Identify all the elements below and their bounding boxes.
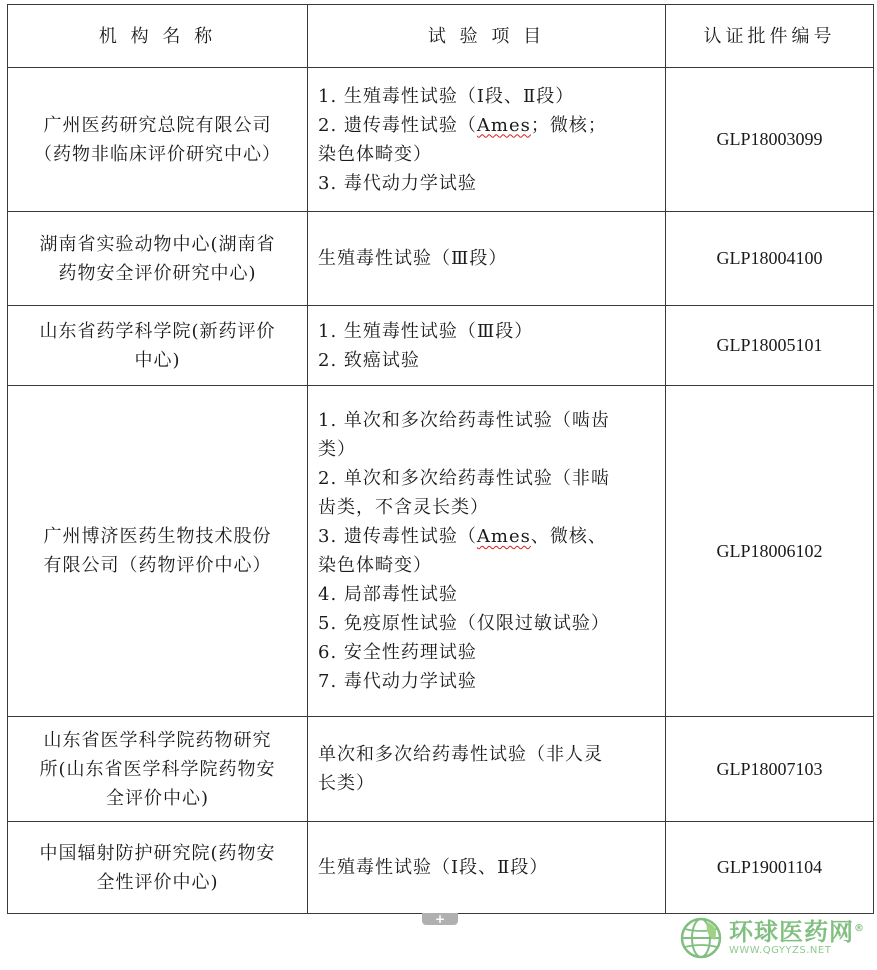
test-item: 1. 生殖毒性试验（Ⅰ段、Ⅱ段） <box>318 85 575 107</box>
test-item-part: ；微核； <box>530 114 607 136</box>
watermark-name: 环球医药网 <box>729 918 854 946</box>
table-header-row <box>8 5 874 68</box>
institution-cell <box>8 68 308 212</box>
test-item: 1. 单次和多次给药毒性试验（啮齿 <box>318 410 610 431</box>
certificate-number: GLP18004100 <box>666 212 874 306</box>
test-items-cell <box>308 822 666 914</box>
institution-line: 有限公司（药物评价中心） <box>43 555 272 576</box>
test-item: 5. 免疫原性试验（仅限过敏试验） <box>318 613 610 634</box>
test-item: 染色体畸变） <box>318 143 432 165</box>
header-institution: 机 构 名 称 <box>8 5 308 68</box>
table-row <box>8 306 874 386</box>
test-items-cell <box>308 68 666 212</box>
certificate-number: GLP18003099 <box>666 68 874 212</box>
test-items-cell <box>308 212 666 306</box>
test-items-cell <box>308 717 666 822</box>
institution-line: 全评价中心) <box>105 787 210 809</box>
test-item-part: 2. 遗传毒性试验（ <box>318 114 477 136</box>
institution-cell <box>8 306 308 386</box>
test-item-part: 3. 遗传毒性试验（ <box>318 526 477 547</box>
test-items-cell <box>308 306 666 386</box>
ames-term: Ames <box>476 114 531 136</box>
header-certificate-number: 认证批件编号 <box>666 5 874 68</box>
test-item: 1. 生殖毒性试验（Ⅲ段） <box>318 320 534 342</box>
institution-line: 山东省药学科学院(新药评价 <box>39 320 276 342</box>
glp-certification-table <box>7 4 874 914</box>
test-item: 7. 毒代动力学试验 <box>318 671 477 692</box>
test-item: 6. 安全性药理试验 <box>318 642 477 663</box>
institution-cell <box>8 822 308 914</box>
institution-line: 中国辐射防护研究院(药物安 <box>39 842 276 864</box>
institution-line: 药物安全评价研究中心) <box>58 262 257 284</box>
header-test-items: 试 验 项 目 <box>308 5 666 68</box>
test-item: 2. 致癌试验 <box>318 349 420 371</box>
test-item <box>318 522 655 551</box>
test-item: 生殖毒性试验（Ⅰ段、Ⅱ段） <box>318 857 549 878</box>
certificate-number: GLP19001104 <box>666 822 874 914</box>
table-row <box>8 68 874 212</box>
certificate-number: GLP18005101 <box>666 306 874 386</box>
watermark <box>679 916 865 960</box>
test-item-part: 、微核、 <box>530 526 607 547</box>
registered-mark: ® <box>854 923 865 934</box>
institution-line: 广州博济医药生物技术股份 <box>43 526 272 547</box>
plus-icon: + <box>434 912 446 926</box>
test-item: 生殖毒性试验（Ⅲ段） <box>318 248 508 269</box>
institution-line: 中心) <box>134 349 181 371</box>
globe-leaf-logo-icon <box>679 916 723 960</box>
ames-term: Ames <box>476 526 531 547</box>
institution-cell <box>8 212 308 306</box>
table-row <box>8 386 874 717</box>
test-item: 单次和多次给药毒性试验（非人灵 <box>318 744 603 765</box>
test-item: 类） <box>318 439 356 460</box>
institution-line: 所(山东省医学科学院药物安 <box>39 758 276 780</box>
test-item: 2. 单次和多次给药毒性试验（非啮 <box>318 468 610 489</box>
institution-line: 湖南省实验动物中心(湖南省 <box>39 233 276 255</box>
institution-line: 广州医药研究总院有限公司 <box>43 114 272 136</box>
institution-line: 全性评价中心) <box>96 871 219 893</box>
test-item <box>318 111 655 140</box>
test-item: 4. 局部毒性试验 <box>318 584 458 605</box>
table-row <box>8 212 874 306</box>
test-item: 3. 毒代动力学试验 <box>318 172 477 194</box>
certificate-number: GLP18007103 <box>666 717 874 822</box>
certificate-number: GLP18006102 <box>666 386 874 717</box>
institution-cell <box>8 386 308 717</box>
expand-button[interactable] <box>422 913 458 925</box>
test-items-cell <box>308 386 666 717</box>
institution-line: （药物非临床评价研究中心） <box>34 143 281 165</box>
watermark-url: WWW.QGYYZS.NET <box>729 945 832 956</box>
test-item: 齿类，不含灵长类） <box>318 497 489 518</box>
test-item: 长类） <box>318 773 375 794</box>
institution-line: 山东省医学科学院药物研究 <box>43 729 272 751</box>
table-row <box>8 822 874 914</box>
test-item: 染色体畸变） <box>318 555 432 576</box>
table-row <box>8 717 874 822</box>
institution-cell <box>8 717 308 822</box>
